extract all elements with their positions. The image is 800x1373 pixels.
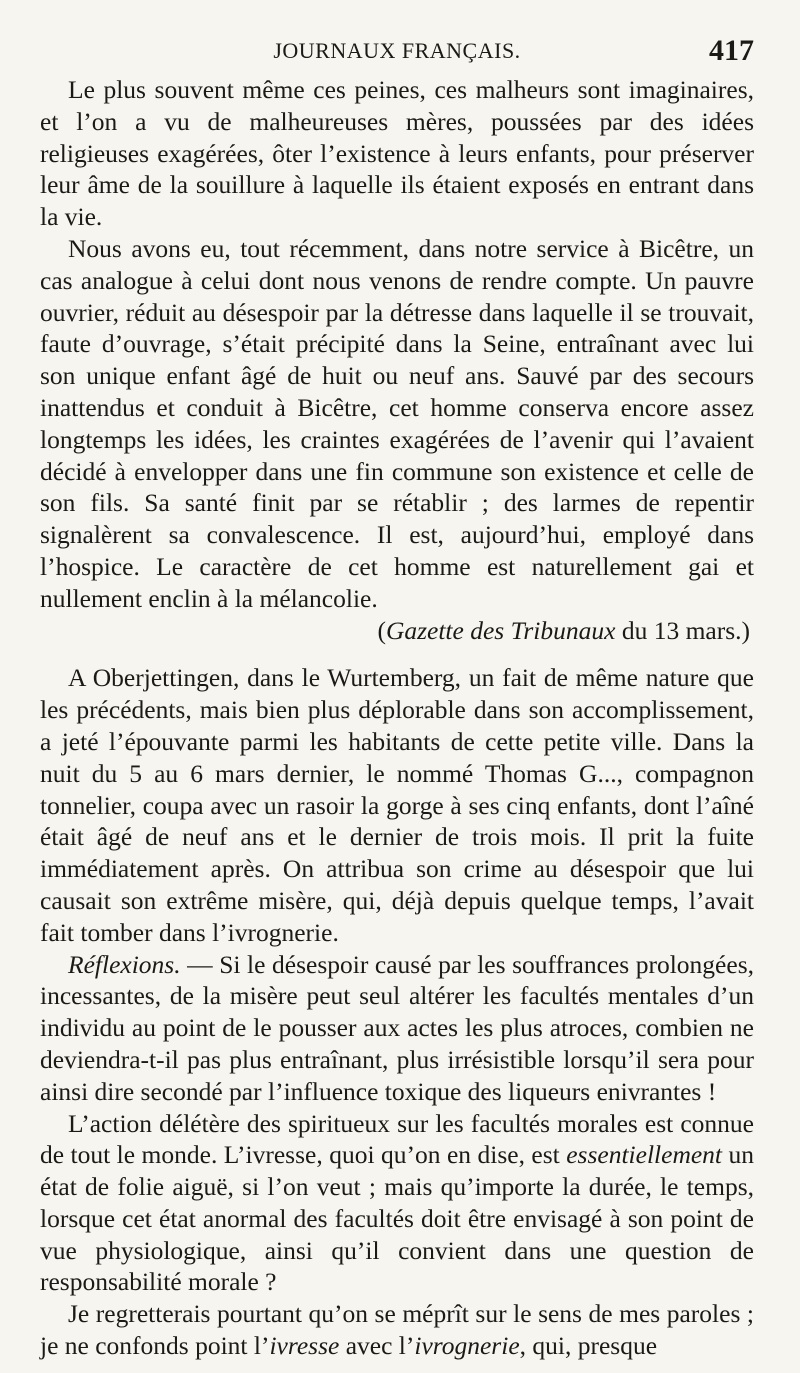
paragraph-reflexions	[40, 949, 754, 1108]
paragraph-ivresse	[40, 1298, 754, 1362]
ivresse-text-c: , qui, presque	[519, 1331, 658, 1361]
page-header	[40, 30, 754, 74]
paragraph-oberjettingen: A Oberjettingen, dans le Wurtemberg, un fait de même nature que les précédents, mais bien plus déplorable dans son accomplissement, a jeté l’épouvante parmi les habitants de cette petite ville. Dans la nuit du 5 au 6 mars dernier, le nommé Thomas G..., compagnon tonnelier, coupa avec un rasoir la gorge à ses cinq enfants, dont l’aîné était âgé de neuf ans et le dernier de trois mois. Il prit la fuite immédiatement après. On attribua son crime au désespoir que lui causait son extrême misère, qui, déjà depuis quelque temps, l’avait fait tomber dans l’ivrognerie.	[40, 663, 754, 947]
reflexions-text: — Si le désespoir causé par les souffrances prolongées, incessantes, de la misère peut seul altérer les facultés mentales d’un individu au point de le pousser aux actes les plus atroces, combien ne deviendra-t-il pas plus entraînant, plus irrésistible lorsqu’il sera pour ainsi dire secondé par l’influence toxique des liqueurs enivrantes !	[40, 949, 754, 1106]
citation-source: Gazette des Tribunaux	[385, 615, 616, 645]
citation	[40, 615, 754, 647]
spiritueux-text-a: L’action délétère des spiritueux sur les facultés morales est connue de tout le monde. L’ivresse, quoi qu’on en dise, est	[40, 1108, 754, 1170]
paragraph-mothers: Le plus souvent même ces peines, ces malheurs sont imaginaires, et l’on a vu de malheureuses mères, poussées par des idées religieuses exagérées, ôter l’existence à leurs enfants, pour préserver leur âme de la souillure à laquelle ils étaient exposés en entrant dans la vie.	[40, 75, 754, 232]
reflexions-label: Réflexions.	[68, 949, 181, 979]
paragraph-bicetre-case: Nous avons eu, tout récemment, dans notre service à Bicêtre, un cas analogue à celui dont nous venons de rendre compte. Un pauvre ouvrier, réduit au désespoir par la détresse dans laquelle il se trouvait, faute d’ouvrage, s’était précipité dans la Seine, entraînant avec lui son unique enfant âgé de huit ou neuf ans. Sauvé par des secours inattendus et conduit à Bicêtre, cet homme conserva encore assez longtemps les idées, les craintes exagérées de l’avenir qui l’avaient décidé à envelopper dans une fin commune son existence et celle de son fils. Sa santé finit par se rétablir ; des larmes de repentir signalèrent sa convalescence. Il est, aujourd’hui, employé dans l’hospice. Le caractère de cet homme est naturellement gai et nullement enclin à la mélancolie.	[40, 233, 754, 613]
running-title: JOURNAUX FRANÇAIS.	[273, 38, 521, 63]
ivresse-text-a: Je regretterais pourtant qu’on se méprît sur le sens de mes paroles ; je ne confonds point l’	[40, 1299, 754, 1361]
citation-open: (	[377, 615, 386, 645]
spiritueux-text-b: un état de folie aiguë, si l’on veut ; mais qu’importe la durée, le temps, lorsque cet état anormal des facultés doit être envisagé à son point de vue physiologique, ainsi qu’il convient dans une question de responsabilité morale ?	[40, 1140, 754, 1297]
page-number: 417	[709, 34, 754, 67]
spiritueux-emphasis: essentiellement	[566, 1140, 723, 1170]
paragraph-spiritueux	[40, 1108, 754, 1299]
ivresse-emphasis: ivresse	[269, 1331, 340, 1361]
ivresse-text-b: avec l’	[339, 1331, 415, 1361]
citation-date: du 13 mars.)	[615, 615, 750, 645]
body-text	[40, 74, 754, 1362]
ivrognerie-emphasis: ivrognerie	[414, 1331, 520, 1361]
